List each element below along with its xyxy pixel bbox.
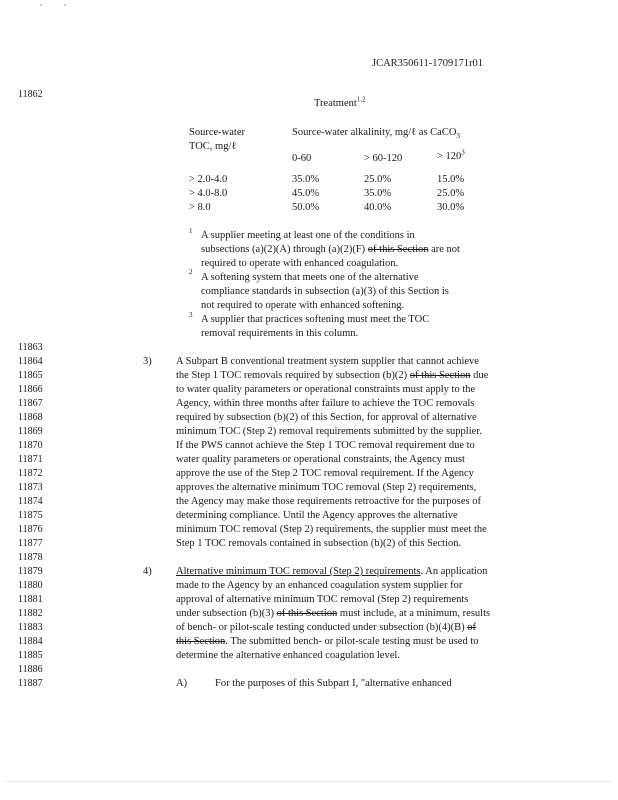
- table-cell: 35.0%: [292, 174, 320, 185]
- table-row: > 2.0-4.0: [189, 174, 228, 185]
- line-number: 11873: [18, 482, 43, 493]
- line-number: 11884: [18, 636, 43, 647]
- scan-speck: [64, 4, 66, 6]
- table-cell: 25.0%: [437, 188, 465, 199]
- section-4-label: 4): [143, 566, 152, 577]
- scan-speck: [40, 4, 42, 6]
- subsection-a-body: For the purposes of this Subpart I, "alternative enhanced: [215, 678, 452, 689]
- footnote-1: A supplier meeting at least one of the conditions in subsections (a)(2)(A) through (a)(2)(F) of this Section are not required to operate with enhanced coagulation.: [201, 230, 460, 269]
- footnote-mark: 1: [189, 227, 193, 235]
- line-number: 11864: [18, 356, 43, 367]
- column-group-header-alkalinity: Source-water alkalinity, mg/ℓ as CaCO$_3$: [292, 127, 460, 140]
- line-number: 11885: [18, 650, 43, 661]
- subheader-0-60: 0-60: [292, 153, 312, 164]
- line-number: 11867: [18, 398, 43, 409]
- section-4-body: Alternative minimum TOC removal (Step 2) requirements. An application made to the Agency by an enhanced coagulation system supplier for approval of alternative minimum TOC removal (Step 2) requirements under subsection (b)(3) of this Section must include, at a minimum, results of bench- or pilot-scale testing conducted under subsection (b)(4)(B) of this Section. The submitted bench- or pilot-scale testing must be used to determine the alternative enhanced coagulation level.: [176, 566, 491, 661]
- footnote-2: A softening system that meets one of the alternative compliance standards in subsection (a)(3) of this Section is not required to operate with enhanced softening.: [201, 272, 449, 311]
- line-number: 11869: [18, 426, 43, 437]
- section-3-label: 3): [143, 356, 152, 367]
- subsection-a-label: A): [176, 678, 188, 689]
- line-number: 11875: [18, 510, 43, 521]
- line-number: 11876: [18, 524, 43, 535]
- line-number: 11862: [18, 89, 43, 100]
- line-number: 11865: [18, 370, 43, 381]
- document-id-header: JCAR350611-1709171r01: [372, 58, 484, 69]
- table-cell: 40.0%: [364, 202, 392, 213]
- line-number: 11863: [18, 342, 43, 353]
- line-number: 11880: [18, 580, 43, 591]
- line-number: 11882: [18, 608, 43, 619]
- line-number: 11868: [18, 412, 43, 423]
- column-header-toc: Source-water TOC, mg/ℓ: [189, 127, 245, 152]
- line-number: 11874: [18, 496, 43, 507]
- table-cell: 45.0%: [292, 188, 320, 199]
- table-cell: 50.0%: [292, 202, 320, 213]
- section-3-body: A Subpart B conventional treatment system supplier that cannot achieve the Step 1 TOC removals required by subsection (b)(2) of this Section due to water quality parameters or operational constraints must apply to the Agency, within three months after failure to achieve the TOC removals required by subsection (b)(2) of this Section, for approval of alternative minimum TOC (Step 2) removal requirements submitted by the supplier. If the PWS cannot achieve the Step 1 TOC removal requirement due to water quality parameters or operational constraints, the Agency must approve the use of the Step 2 TOC removal requirement. If the Agency approves the alternative minimum TOC removal (Step 2) requirements, the Agency may make those requirements retroactive for the purposes of determining compliance. Until the Agency approves the alternative minimum TOC removal (Step 2) requirements, the supplier must meet the Step 1 TOC removals contained in subsection (b)(2) of this Section.: [176, 356, 489, 549]
- line-number: 11871: [18, 454, 43, 465]
- line-number: 11877: [18, 538, 43, 549]
- table-title: Treatment$^{1,2}$: [314, 95, 366, 109]
- page-bottom-edge: [6, 781, 612, 782]
- table-cell: 25.0%: [364, 174, 392, 185]
- line-number: 11878: [18, 552, 43, 563]
- line-number: 11866: [18, 384, 43, 395]
- table-cell: 30.0%: [437, 202, 465, 213]
- subheader-60-120: > 60-120: [364, 153, 403, 164]
- line-number: 11881: [18, 594, 43, 605]
- table-row: > 8.0: [189, 202, 211, 213]
- footnote-mark: 3: [189, 311, 193, 319]
- line-number: 11883: [18, 622, 43, 633]
- line-number: 11872: [18, 468, 43, 479]
- line-number: 11886: [18, 664, 43, 675]
- table-row: > 4.0-8.0: [189, 188, 228, 199]
- table-cell: 15.0%: [437, 174, 465, 185]
- footnote-mark: 2: [189, 268, 193, 276]
- line-number: 11887: [18, 678, 43, 689]
- footnote-3: A supplier that practices softening must meet the TOC removal requirements in this column.: [201, 314, 430, 339]
- table-cell: 35.0%: [364, 188, 392, 199]
- subheader-over-120: > $120^3$: [437, 148, 465, 162]
- line-number: 11879: [18, 566, 43, 577]
- line-number: 11870: [18, 440, 43, 451]
